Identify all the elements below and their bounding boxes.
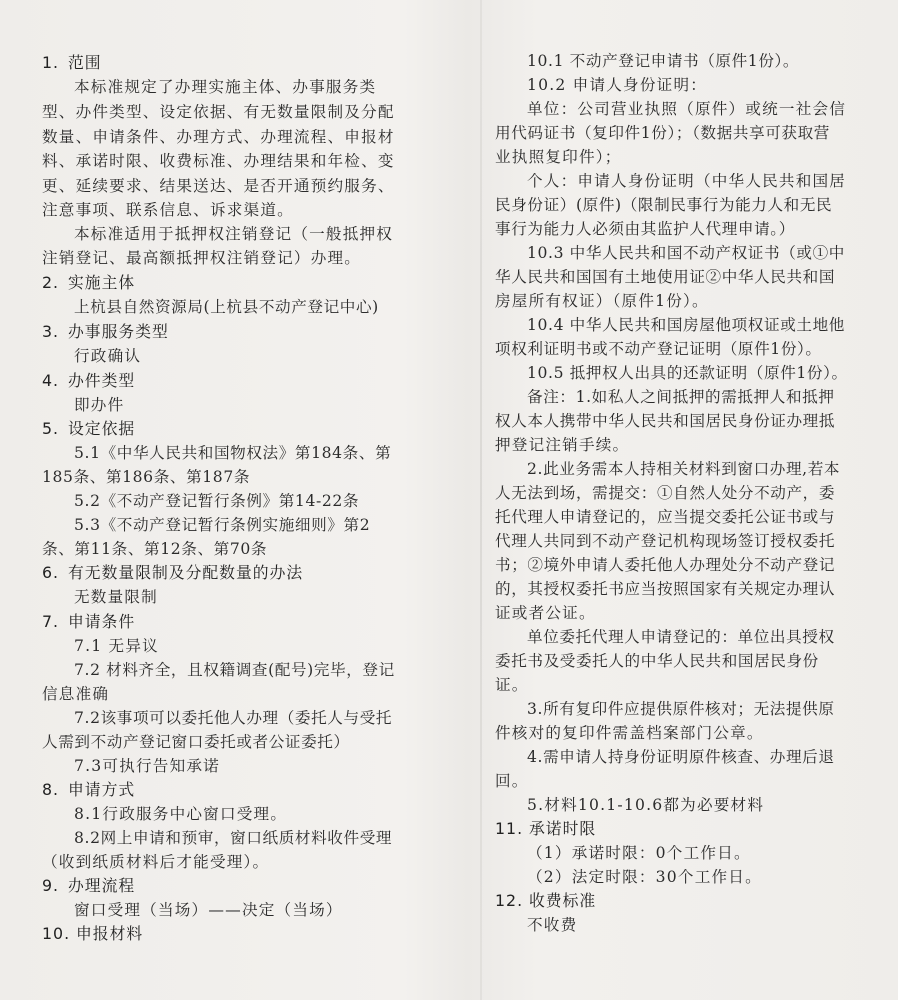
material-10-2: 10.2 申请人身份证明： bbox=[527, 76, 708, 94]
remark-2-line4: 代理人共同到不动产登记机构现场签订授权委托 bbox=[495, 532, 836, 550]
condition-7-1: 7.1 无异议 bbox=[74, 637, 159, 655]
scope-para1-line5: 更、延续要求、结果送达、是否开通预约服务、 bbox=[42, 177, 395, 195]
remark-2-line7: 证或者公证。 bbox=[495, 604, 596, 622]
material-10-4-line1: 10.4 中华人民共和国房屋他项权证或土地他 bbox=[527, 316, 845, 334]
section-9-heading: 9. 办理流程 bbox=[42, 876, 136, 895]
section-2-heading: 2. 实施主体 bbox=[42, 273, 136, 292]
implementing-body: 上杭县自然资源局(上杭县不动产登记中心) bbox=[74, 298, 379, 316]
section-4-heading: 4. 办件类型 bbox=[42, 371, 136, 390]
remark-2-line2: 人无法到场，需提交：①自然人处分不动产，委 bbox=[495, 484, 836, 502]
remark-2-line6: 的，其授权委托书应当按照国家有关规定办理认 bbox=[495, 580, 836, 598]
material-10-3-line1: 10.3 中华人民共和国不动产权证书（或①中 bbox=[527, 244, 845, 262]
material-10-2-unit-line2: 用代码证书（复印件1份）；（数据共享可获取营 bbox=[495, 124, 830, 142]
material-10-2-person-line2: 民身份证）(原件)（限制民事行为能力人和无民 bbox=[495, 196, 833, 214]
scope-para1-line6: 注意事项、联系信息、诉求渠道。 bbox=[42, 201, 294, 219]
material-10-5: 10.5 抵押权人出具的还款证明（原件1份）。 bbox=[527, 364, 848, 382]
method-8-2-line2: （收到纸质材料后才能受理）。 bbox=[42, 853, 270, 871]
process-flow: 窗口受理（当场）——决定（当场） bbox=[74, 901, 343, 919]
fee-standard: 不收费 bbox=[527, 916, 578, 934]
material-10-3-line2: 华人民共和国国有土地使用证②中华人民共和国 bbox=[495, 268, 836, 286]
material-10-2-unit-line1: 单位：公司营业执照（原件）或统一社会信 bbox=[527, 100, 847, 118]
material-10-2-unit-line3: 业执照复印件）； bbox=[495, 148, 622, 166]
basis-5-3-line2: 条、第11条、第12条、第70条 bbox=[42, 540, 268, 558]
remark-4-line2: 回。 bbox=[495, 772, 529, 790]
remark-1-line2: 权人本人携带中华人民共和国居民身份证办理抵 bbox=[495, 412, 836, 430]
remark-5: 5.材料10.1-10.6都为必要材料 bbox=[527, 796, 765, 814]
section-8-heading: 8. 申请方式 bbox=[42, 780, 136, 799]
condition-7-2-line2: 信息准确 bbox=[42, 685, 110, 703]
remark-2-line1: 2.此业务需本人持相关材料到窗口办理,若本 bbox=[527, 460, 841, 478]
material-10-4-line2: 项权利证明书或不动产登记证明（原件1份）。 bbox=[495, 340, 822, 358]
remark-unit-line2: 委托书及受委托人的中华人民共和国居民身份 bbox=[495, 652, 819, 670]
promised-time: （1）承诺时限：0个工作日。 bbox=[527, 844, 751, 862]
section-11-heading: 11. 承诺时限 bbox=[495, 819, 597, 838]
method-8-1: 8.1行政服务中心窗口受理。 bbox=[74, 805, 288, 823]
section-12-heading: 12. 收费标准 bbox=[495, 891, 597, 910]
quantity-limit: 无数量限制 bbox=[74, 588, 158, 606]
remark-1-line1: 备注：1.如私人之间抵押的需抵押人和抵押 bbox=[527, 388, 835, 406]
condition-7-4: 7.3可执行告知承诺 bbox=[74, 757, 220, 775]
material-10-2-person-line1: 个人：申请人身份证明（中华人民共和国居 bbox=[527, 172, 847, 190]
remark-1-line3: 押登记注销手续。 bbox=[495, 436, 630, 454]
condition-7-3-line2: 人需到不动产登记窗口委托或者公证委托） bbox=[42, 733, 350, 751]
remark-unit-line1: 单位委托代理人申请登记的：单位出具授权 bbox=[527, 628, 835, 646]
material-10-1: 10.1 不动产登记申请书（原件1份）。 bbox=[527, 52, 800, 70]
scope-para1-line3: 数量、申请条件、办理方式、办理流程、申报材 bbox=[42, 128, 395, 146]
basis-5-3-line1: 5.3《不动产登记暂行条例实施细则》第2 bbox=[74, 516, 371, 534]
condition-7-2-line1: 7.2 材料齐全，且权籍调查(配号)完毕，登记 bbox=[74, 661, 395, 679]
remark-2-line5: 书；②境外申请人委托他人办理处分不动产登记 bbox=[495, 556, 836, 574]
case-type: 即办件 bbox=[74, 396, 125, 414]
basis-5-1-line2: 185条、第186条、第187条 bbox=[42, 468, 251, 486]
basis-5-1-line1: 5.1《中华人民共和国物权法》第184条、第 bbox=[74, 444, 392, 462]
section-10-heading: 10. 申报材料 bbox=[42, 924, 144, 943]
section-5-heading: 5. 设定依据 bbox=[42, 419, 136, 438]
remark-3-line2: 件核对的复印件需盖档案部门公章。 bbox=[495, 724, 764, 742]
material-10-2-person-line3: 事行为能力人必须由其监护人代理申请。） bbox=[495, 220, 795, 238]
section-6-heading: 6. 有无数量限制及分配数量的办法 bbox=[42, 563, 304, 582]
section-3-heading: 3. 办事服务类型 bbox=[42, 322, 169, 341]
method-8-2-line1: 8.2网上申请和预审，窗口纸质材料收件受理 bbox=[74, 829, 393, 847]
remark-3-line1: 3.所有复印件应提供原件核对；无法提供原 bbox=[527, 700, 835, 718]
scope-para1-line1: 本标准规定了办理实施主体、办事服务类 bbox=[74, 78, 377, 96]
remark-unit-line3: 证。 bbox=[495, 676, 529, 694]
scope-para2-line1: 本标准适用于抵押权注销登记（一般抵押权 bbox=[74, 225, 394, 243]
section-7-heading: 7. 申请条件 bbox=[42, 612, 136, 631]
basis-5-2: 5.2《不动产登记暂行条例》第14-22条 bbox=[74, 492, 360, 510]
page-fold bbox=[480, 0, 482, 1000]
section-1-heading: 1. 范围 bbox=[42, 53, 102, 72]
material-10-3-line3: 房屋所有权证）（原件1份）。 bbox=[495, 292, 709, 310]
remark-4-line1: 4.需申请人持身份证明原件核查、办理后退 bbox=[527, 748, 835, 766]
scope-para1-line2: 型、办件类型、设定依据、有无数量限制及分配 bbox=[42, 103, 395, 121]
statutory-time: （2）法定时限：30个工作日。 bbox=[527, 868, 762, 886]
scope-para2-line2: 注销登记、最高额抵押权注销登记）办理。 bbox=[42, 249, 362, 267]
service-type: 行政确认 bbox=[74, 347, 142, 365]
remark-2-line3: 托代理人申请登记的，应当提交委托公证书或与 bbox=[495, 508, 836, 526]
scope-para1-line4: 料、承诺时限、收费标准、办理结果和年检、变 bbox=[42, 152, 395, 170]
condition-7-3-line1: 7.2该事项可以委托他人办理（委托人与受托 bbox=[74, 709, 393, 727]
